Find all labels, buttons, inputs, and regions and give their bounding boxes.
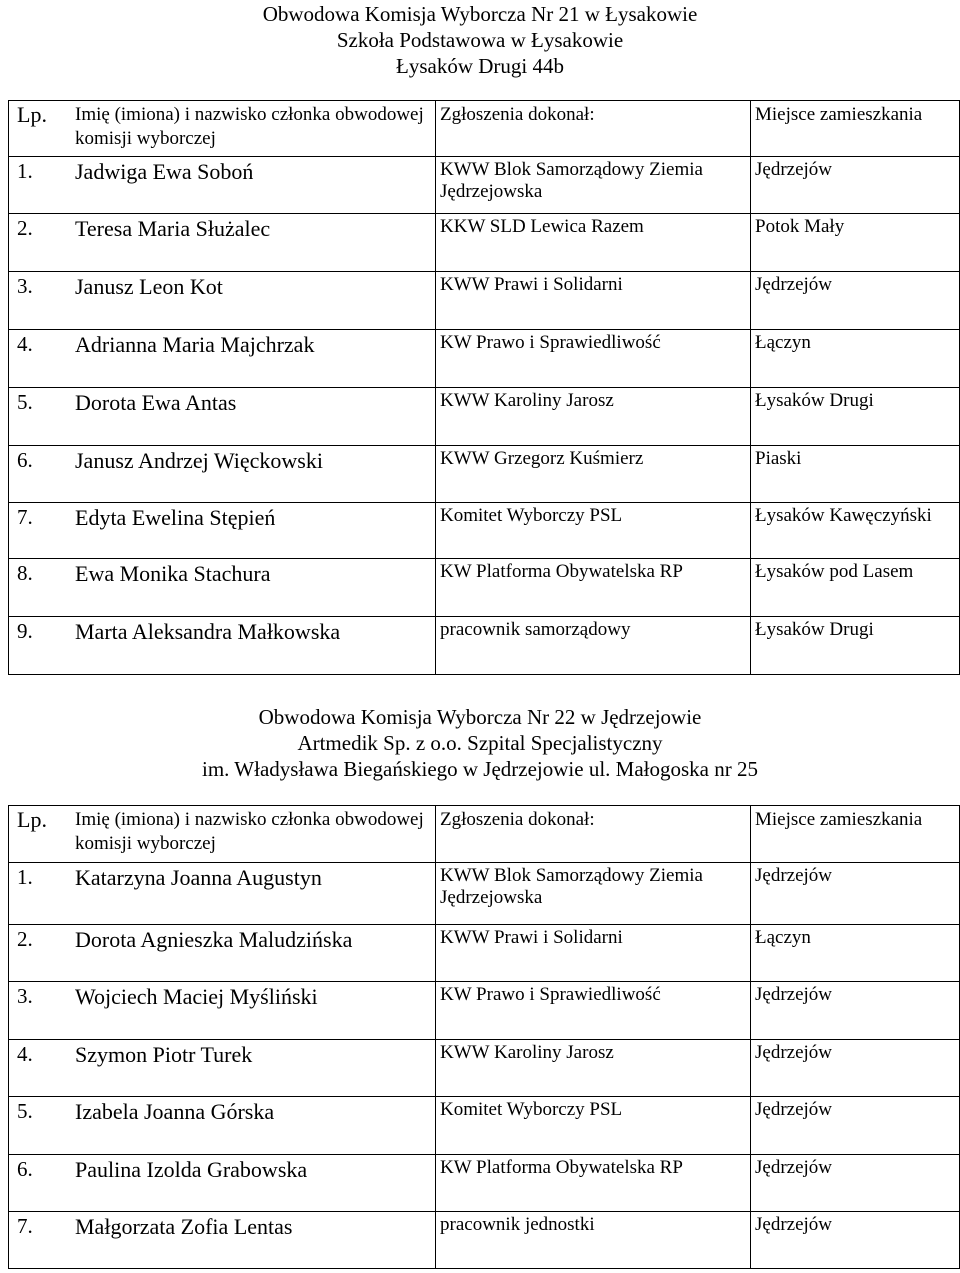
row-name: Janusz Leon Kot xyxy=(67,272,436,330)
row-lp: 3. xyxy=(9,982,68,1040)
table-header-row xyxy=(9,806,960,863)
row-residence: Jędrzejów xyxy=(751,982,960,1040)
table-row xyxy=(9,388,960,446)
row-reported: KW Platforma Obywatelska RP xyxy=(436,559,751,617)
row-reported: KWW Blok Samorządowy Ziemia Jędrzejowska xyxy=(436,157,751,214)
row-name: Szymon Piotr Turek xyxy=(67,1040,436,1097)
row-reported: KWW Prawi i Solidarni xyxy=(436,925,751,982)
row-residence: Jędrzejów xyxy=(751,157,960,214)
row-residence: Łysaków Drugi xyxy=(751,617,960,675)
row-lp: 3. xyxy=(9,272,68,330)
row-residence: Łysaków pod Lasem xyxy=(751,559,960,617)
row-lp: 2. xyxy=(9,925,68,982)
table-row xyxy=(9,982,960,1040)
header-name: Imię (imiona) i nazwisko członka obwodowej komisji wyborczej xyxy=(67,101,436,157)
row-lp: 4. xyxy=(9,330,68,388)
row-reported: KWW Karoliny Jarosz xyxy=(436,1040,751,1097)
heading-line: Obwodowa Komisja Wyborcza Nr 21 w Łysakowie xyxy=(262,2,698,26)
row-residence: Jędrzejów xyxy=(751,1040,960,1097)
row-residence: Jędrzejów xyxy=(751,863,960,925)
header-lp: Lp. xyxy=(9,806,68,863)
row-residence: Jędrzejów xyxy=(751,272,960,330)
table-row xyxy=(9,214,960,272)
row-reported: Komitet Wyborczy PSL xyxy=(436,503,751,559)
row-lp: 7. xyxy=(9,1212,68,1269)
commission-21-heading xyxy=(0,0,960,79)
row-name: Izabela Joanna Górska xyxy=(67,1097,436,1155)
row-name: Edyta Ewelina Stępień xyxy=(67,503,436,559)
row-reported: KKW SLD Lewica Razem xyxy=(436,214,751,272)
table-row xyxy=(9,1155,960,1212)
row-residence: Piaski xyxy=(751,446,960,503)
commission-21-section xyxy=(0,0,960,79)
row-name: Adrianna Maria Majchrzak xyxy=(67,330,436,388)
row-reported: KW Platforma Obywatelska RP xyxy=(436,1155,751,1212)
row-reported: KWW Karoliny Jarosz xyxy=(436,388,751,446)
header-reported: Zgłoszenia dokonał: xyxy=(436,101,751,157)
commission-21-table xyxy=(8,100,960,675)
commission-22-table xyxy=(8,805,960,1269)
row-reported: pracownik jednostki xyxy=(436,1212,751,1269)
row-lp: 2. xyxy=(9,214,68,272)
row-residence: Łączyn xyxy=(751,925,960,982)
table-row xyxy=(9,617,960,675)
row-residence: Jędrzejów xyxy=(751,1097,960,1155)
row-name: Paulina Izolda Grabowska xyxy=(67,1155,436,1212)
table-row xyxy=(9,1212,960,1269)
header-residence: Miejsce zamieszkania xyxy=(751,101,960,157)
row-name: Wojciech Maciej Myśliński xyxy=(67,982,436,1040)
row-lp: 9. xyxy=(9,617,68,675)
row-reported: KWW Prawi i Solidarni xyxy=(436,272,751,330)
commission-22-section xyxy=(0,704,960,782)
row-name: Ewa Monika Stachura xyxy=(67,559,436,617)
table-row xyxy=(9,863,960,925)
table-row xyxy=(9,272,960,330)
header-lp: Lp. xyxy=(9,101,68,157)
row-reported: KW Prawo i Sprawiedliwość xyxy=(436,330,751,388)
row-reported: Komitet Wyborczy PSL xyxy=(436,1097,751,1155)
row-residence: Jędrzejów xyxy=(751,1212,960,1269)
table-header-row xyxy=(9,101,960,157)
row-residence: Łysaków Kawęczyński xyxy=(751,503,960,559)
table-row xyxy=(9,1040,960,1097)
heading-line: Łysaków Drugi 44b xyxy=(396,54,564,78)
row-name: Małgorzata Zofia Lentas xyxy=(67,1212,436,1269)
row-residence: Jędrzejów xyxy=(751,1155,960,1212)
table-row xyxy=(9,559,960,617)
table-row xyxy=(9,1097,960,1155)
row-name: Janusz Andrzej Więckowski xyxy=(67,446,436,503)
table-row xyxy=(9,925,960,982)
heading-line: Szkoła Podstawowa w Łysakowie xyxy=(336,28,624,52)
row-reported: KW Prawo i Sprawiedliwość xyxy=(436,982,751,1040)
row-residence: Łączyn xyxy=(751,330,960,388)
row-reported: pracownik samorządowy xyxy=(436,617,751,675)
commission-22-heading xyxy=(0,704,960,782)
row-reported: KWW Blok Samorządowy Ziemia Jędrzejowska xyxy=(436,863,751,925)
row-residence: Potok Mały xyxy=(751,214,960,272)
table-row xyxy=(9,446,960,503)
row-name: Dorota Agnieszka Maludzińska xyxy=(67,925,436,982)
heading-line: Artmedik Sp. z o.o. Szpital Specjalistyczny xyxy=(297,731,663,755)
header-residence: Miejsce zamieszkania xyxy=(751,806,960,863)
header-reported: Zgłoszenia dokonał: xyxy=(436,806,751,863)
heading-line: Obwodowa Komisja Wyborcza Nr 22 w Jędrzejowie xyxy=(258,705,702,729)
table-row xyxy=(9,503,960,559)
row-lp: 1. xyxy=(9,157,68,214)
heading-line: im. Władysława Biegańskiego w Jędrzejowie ul. Małogoska nr 25 xyxy=(202,757,758,781)
table-row xyxy=(9,157,960,214)
row-lp: 7. xyxy=(9,503,68,559)
row-lp: 5. xyxy=(9,1097,68,1155)
row-name: Dorota Ewa Antas xyxy=(67,388,436,446)
row-lp: 1. xyxy=(9,863,68,925)
row-name: Teresa Maria Służalec xyxy=(67,214,436,272)
row-lp: 6. xyxy=(9,1155,68,1212)
row-lp: 6. xyxy=(9,446,68,503)
row-lp: 4. xyxy=(9,1040,68,1097)
table-row xyxy=(9,330,960,388)
row-name: Katarzyna Joanna Augustyn xyxy=(67,863,436,925)
row-reported: KWW Grzegorz Kuśmierz xyxy=(436,446,751,503)
row-residence: Łysaków Drugi xyxy=(751,388,960,446)
row-lp: 5. xyxy=(9,388,68,446)
row-name: Marta Aleksandra Małkowska xyxy=(67,617,436,675)
row-lp: 8. xyxy=(9,559,68,617)
row-name: Jadwiga Ewa Soboń xyxy=(67,157,436,214)
header-name: Imię (imiona) i nazwisko członka obwodowej komisji wyborczej xyxy=(67,806,436,863)
